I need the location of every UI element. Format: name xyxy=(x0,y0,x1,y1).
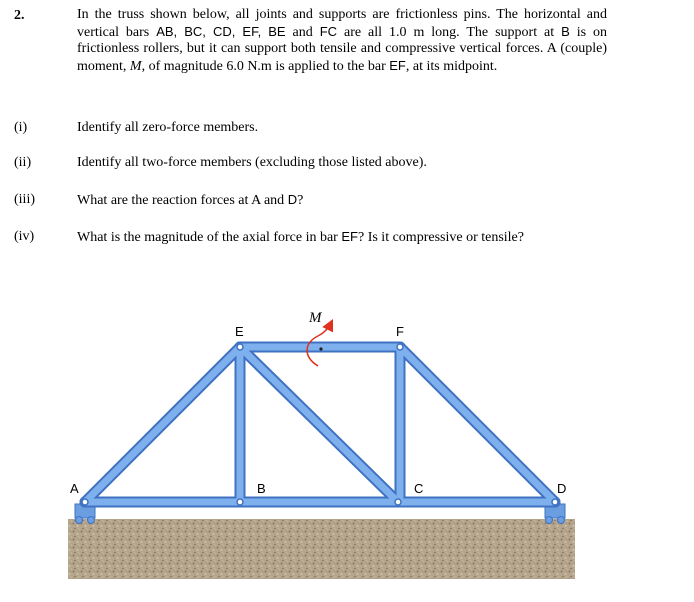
part-i-text: Identify all zero-force members. xyxy=(77,120,259,135)
joint-b xyxy=(237,499,243,505)
joint-c xyxy=(395,499,401,505)
moment-center-dot xyxy=(319,347,322,350)
ground xyxy=(68,519,575,579)
part-ii-label: (ii) xyxy=(14,155,32,170)
label-f: F xyxy=(396,324,404,339)
joint-d xyxy=(552,499,558,505)
label-a: A xyxy=(70,481,79,496)
label-d: D xyxy=(557,481,567,496)
label-moment: M xyxy=(309,310,322,326)
label-b: B xyxy=(257,481,266,496)
part-iii-text: What are the reaction forces at A and D? xyxy=(77,192,304,208)
joint-e xyxy=(237,344,243,350)
joint-a xyxy=(82,499,88,505)
question-number: 2. xyxy=(14,8,25,23)
part-i-label: (i) xyxy=(14,120,28,135)
part-iii-label: (iii) xyxy=(14,192,35,207)
part-iv-text: What is the magnitude of the axial force in bar EF? Is it compressive or tensile? xyxy=(77,229,524,245)
label-c: C xyxy=(414,481,424,496)
truss-figure xyxy=(0,290,694,602)
joint-f xyxy=(397,344,403,350)
problem-statement: In the truss shown below, all joints and supports are frictionless pins. The horizontal and vertical bars AB, BC, CD, EF, BE and FC are all 1.0 m long. The support at B is on frictionless rollers, but it can support both tensile and compressive vertical forces. A (couple) moment, M, of magnitude 6.0 N.m is applied to the bar EF, at its midpoint. xyxy=(77,7,608,74)
label-e: E xyxy=(235,324,244,339)
part-ii-text: Identify all two-force members (excluding those listed above). xyxy=(77,155,427,170)
part-iv-label: (iv) xyxy=(14,229,35,244)
